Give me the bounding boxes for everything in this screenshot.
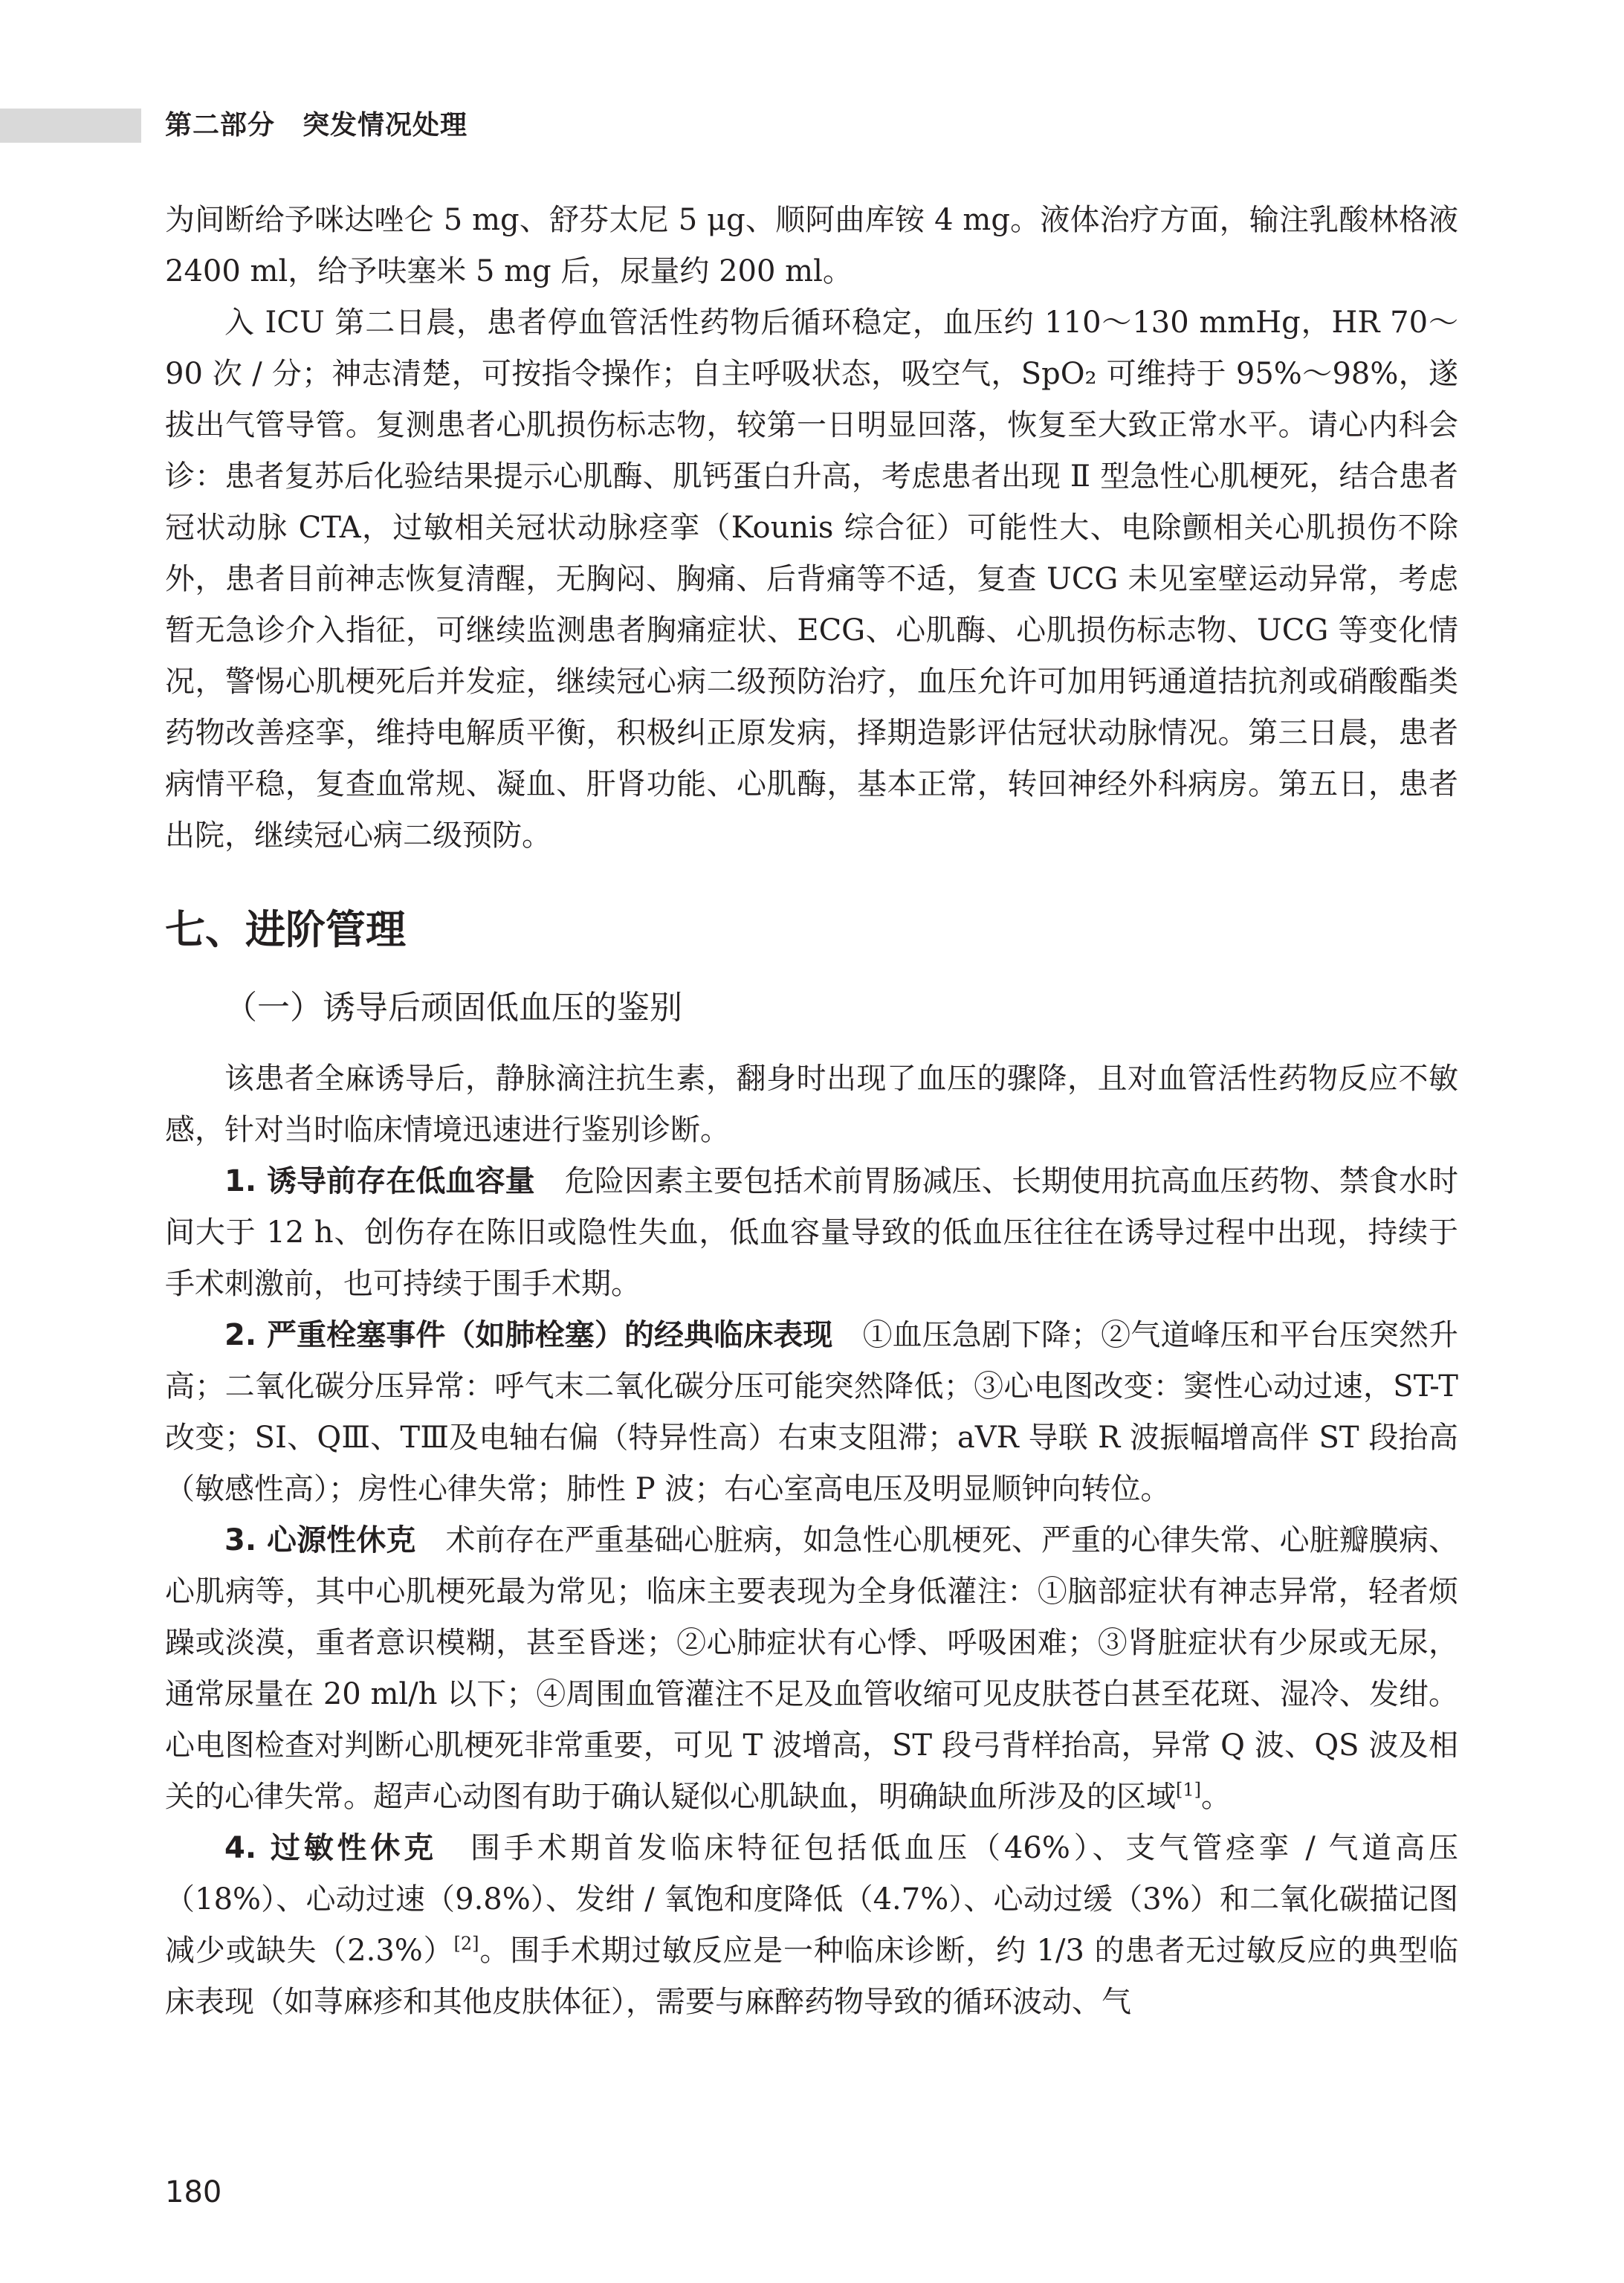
page-body bbox=[165, 195, 1458, 2028]
item-lead: 2. 严重栓塞事件（如肺栓塞）的经典临床表现 bbox=[224, 1318, 833, 1352]
item-tail: 。围手术期过敏反应是一种临床诊断，约 1/3 的患者无过敏反应的典型临床表现（如荨麻疹和其他皮肤体征），需要与麻醉药物导致的循环波动、气 bbox=[165, 1934, 1459, 2019]
item-cardiogenic-shock bbox=[165, 1515, 1458, 1823]
header-gray-bar bbox=[0, 109, 141, 143]
item-lead: 4. 过敏性休克 bbox=[224, 1831, 438, 1865]
item-tail: 。 bbox=[1201, 1780, 1231, 1814]
item-text: 围手术期首发临床特征包括低血压（46%）、支气管痉挛 / 气道高压（18%）、心动过速（9.8%）、发绀 / 氧饱和度降低（4.7%）、心动过缓（3%）和二氧化碳描记图减少或缺失（2.3%） bbox=[165, 1831, 1459, 1968]
paragraph-continued: 为间断给予咪达唑仑 5 mg、舒芬太尼 5 μg、顺阿曲库铵 4 mg。液体治疗方面，输注乳酸林格液 2400 ml，给予呋塞米 5 mg 后，尿量约 200 ml。 bbox=[165, 203, 1458, 288]
item-lead: 1. 诱导前存在低血容量 bbox=[224, 1164, 535, 1198]
section-heading: 七、进阶管理 bbox=[165, 906, 406, 953]
section-intro: 该患者全麻诱导后，静脉滴注抗生素，翻身时出现了血压的骤降，且对血管活性药物反应不敏感，针对当时临床情境迅速进行鉴别诊断。 bbox=[165, 1062, 1458, 1147]
page-number: 180 bbox=[165, 2175, 222, 2209]
item-embolism bbox=[165, 1310, 1458, 1515]
citation-ref: [1] bbox=[1176, 1779, 1201, 1801]
item-text: ①血压急剧下降；②气道峰压和平台压突然升高；二氧化碳分压异常：呼气末二氧化碳分压可能突然降低；③心电图改变：窦性心动过速，ST-T 改变；SⅠ、QⅢ、TⅢ及电轴右偏（特异性高）右束支阻滞；aVR 导联 R 波振幅增高伴 ST 段抬高（敏感性高）；房性心律失常；肺性 P 波；右心室高电压及明显顺钟向转位。 bbox=[165, 1318, 1459, 1506]
item-text: 危险因素主要包括术前胃肠减压、长期使用抗高血压药物、禁食水时间大于 12 h、创伤存在陈旧或隐性失血，低血容量导致的低血压往往在诱导过程中出现，持续于手术刺激前，也可持续于围手术期。 bbox=[165, 1164, 1459, 1301]
item-lead: 3. 心源性休克 bbox=[224, 1523, 416, 1557]
subsection-heading: （一）诱导后顽固低血压的鉴别 bbox=[224, 989, 682, 1027]
running-header: 第二部分 突发情况处理 bbox=[165, 110, 468, 141]
item-anaphylactic-shock bbox=[165, 1823, 1458, 2028]
item-hypovolemia bbox=[165, 1156, 1458, 1310]
item-text: 术前存在严重基础心脏病，如急性心肌梗死、严重的心律失常、心脏瓣膜病、心肌病等，其中心肌梗死最为常见；临床主要表现为全身低灌注：①脑部症状有神志异常，轻者烦躁或淡漠，重者意识模糊，甚至昏迷；②心肺症状有心悸、呼吸困难；③肾脏症状有少尿或无尿，通常尿量在 20 ml/h 以下；④周围血管灌注不足及血管收缩可见皮肤苍白甚至花斑、湿冷、发绀。心电图检查对判断心肌梗死非常重要，可见 T 波增高，ST 段弓背样抬高，异常 Q 波、QS 波及相关的心律失常。超声心动图有助于确认疑似心肌缺血，明确缺血所涉及的区域 bbox=[165, 1523, 1459, 1814]
citation-ref: [2] bbox=[453, 1933, 479, 1954]
paragraph-icu-day-two: 入 ICU 第二日晨，患者停血管活性药物后循环稳定，血压约 110～130 mmHg，HR 70～90 次 / 分；神志清楚，可按指令操作；自主呼吸状态，吸空气，SpO₂ 可维持于 95%～98%，遂拔出气管导管。复测患者心肌损伤标志物，较第一日明显回落，恢复至大致正常水平。请心内科会诊：患者复苏后化验结果提示心肌酶、肌钙蛋白升高，考虑患者出现 Ⅱ 型急性心肌梗死，结合患者冠状动脉 CTA，过敏相关冠状动脉痉挛（Kounis 综合征）可能性大、电除颤相关心肌损伤不除外，患者目前神志恢复清醒，无胸闷、胸痛、后背痛等不适，复查 UCG 未见室壁运动异常，考虑暂无急诊介入指征，可继续监测患者胸痛症状、ECG、心肌酶、心肌损伤标志物、UCG 等变化情况，警惕心肌梗死后并发症，继续冠心病二级预防治疗，血压允许可加用钙通道拮抗剂或硝酸酯类药物改善痉挛，维持电解质平衡，积极纠正原发病，择期造影评估冠状动脉情况。第三日晨，患者病情平稳，复查血常规、凝血、肝肾功能、心肌酶，基本正常，转回神经外科病房。第五日，患者出院，继续冠心病二级预防。 bbox=[165, 306, 1458, 853]
